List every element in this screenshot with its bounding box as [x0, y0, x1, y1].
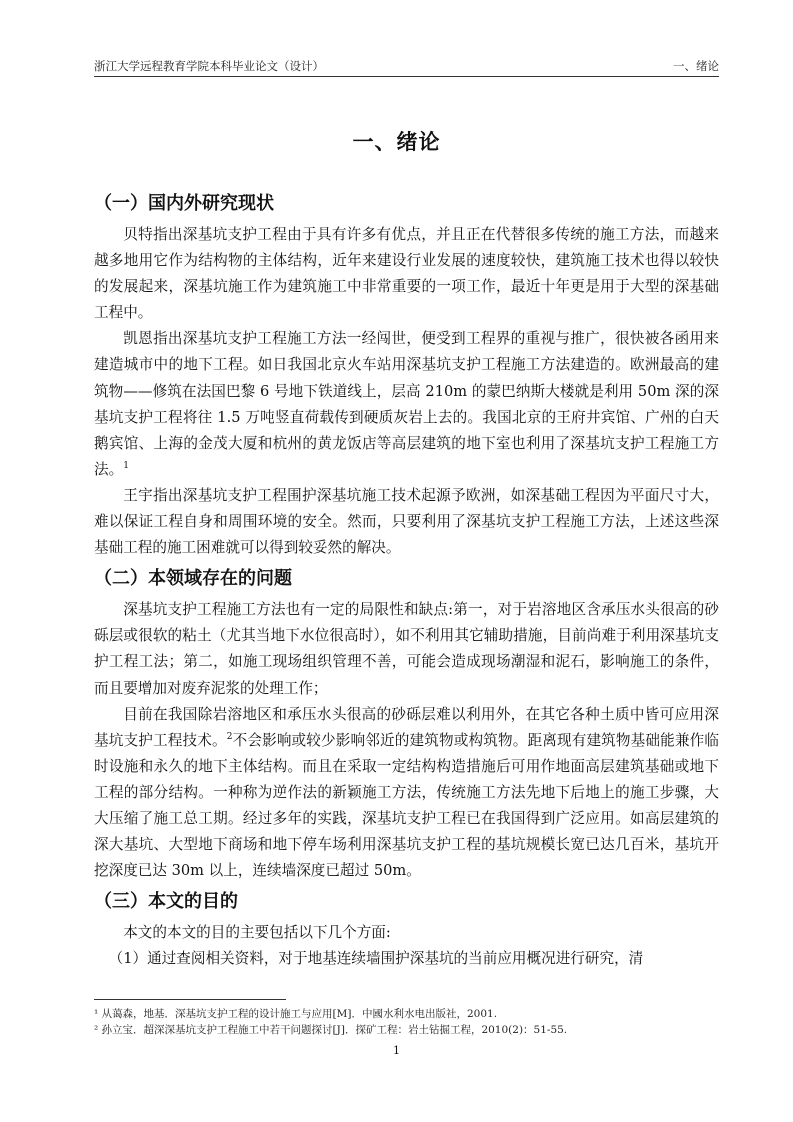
paragraph: 本文的本文的目的主要包括以下几个方面: [123, 924, 391, 942]
footnote-divider [94, 999, 286, 1000]
paragraph: 贝特指出深基坑支护工程由于具有许多有优点，并且正在代替很多传统的施工方法，而越来越多地用它作为结构物的主体结构，近年来建设行业发展的速度较快，建筑施工技术也得以较快的发展起来，深基坑施工作为建筑施工中非常重要的一项工作，最近十年更是用于大型的深基础工程中。 [94, 226, 719, 322]
footnotes [94, 1006, 719, 1038]
paragraph [94, 326, 719, 483]
footnote-2: ² 孙立宝．超深深基坑支护工程施工中若干问题探讨[J]．探矿工程：岩土钻掘工程，2010(2)：51-55. [94, 1024, 568, 1036]
paragraph-text: 目前在我国除岩溶地区和承压水头很高的砂砾层难以利用外，在其它各种土质中皆可应用深基坑支护工程技术。 [94, 705, 719, 749]
header-thesis-title: 浙江大学远程教育学院本科毕业论文（设计） [94, 59, 324, 73]
page-header [94, 54, 719, 77]
paragraph: 王宇指出深基坑支护工程围护深基坑施工技术起源予欧洲，如深基础工程因为平面尺寸大，难以保证工程自身和周围环境的安全。然而，只要利用了深基坑支护工程施工方法，上述这些深基础工程的施工困难就可以得到较妥然的解决。 [94, 486, 719, 557]
paragraph-text: 凯恩指出深基坑支护工程施工方法一经闯世，便受到工程界的重视与推广，很快被各函用来建造城市中的地下工程。如日我国北京火车站用深基坑支护工程施工方法建造的。欧洲最高的建筑物——修筑在法国巴黎 6 号地下铁道线上，层高 210m 的蒙巴纳斯大楼就是利用 50m 深的深基坑支护工程将往 1.5 万吨竖直荷载传到硬质灰岩上去的。我国北京的王府井宾馆、广州的白天鹅宾馆、上海的金茂大厦和杭州的黄龙饭店等高层建筑的地下室也利用了深基坑支护工程施工方法。 [94, 330, 719, 478]
list-item: （1）通过查阅相关资料，对于地基连续墙围护深基坑的当前应用概况进行研究，清 [108, 950, 644, 968]
chapter-title: 一、绪论 [352, 129, 441, 154]
paragraph-text: 不会影响或较少影响邻近的建筑物或构筑物。距离现有建筑物基础能兼作临时设施和永久的地下主体结构。而且在采取一定结构构造措施后可用作地面高层建筑基础或地下工程的部分结构。一种称为逆作法的新颖施工方法，传统施工方法先地下后地上的施工步骤，大大压缩了施工总工期。经过多年的实践，深基坑支护工程已在我国得到广泛应用。如高层建筑的深大基坑、大型地下商场和地下停车场利用深基坑支护工程的基坑规模长宽已达几百米，基坑开挖深度已达 30m 以上，连续墙深度已超过 50m。 [94, 731, 719, 880]
paragraph [94, 702, 719, 885]
document-body [94, 186, 719, 972]
section-heading-1: （一）国内外研究现状 [94, 193, 274, 214]
header-chapter-name: 一、绪论 [673, 59, 719, 73]
paragraph: 深基坑支护工程施工方法也有一定的局限性和缺点:第一，对于岩溶地区含承压水头很高的砂砾层或很软的粘土（尤其当地下水位很高时），如不利用其它辅助措施，目前尚难于利用深基坑支护工程工法；第二，如施工现场组织管理不善，可能会造成现场潮湿和泥石，影响施工的条件，而且要增加对废弃泥浆的处理工作； [94, 601, 719, 697]
page-number: 1 [393, 1044, 400, 1057]
footnote-marker: 2 [226, 731, 233, 742]
section-heading-2: （二）本领域存在的问题 [94, 568, 292, 590]
footnote-marker: 1 [123, 460, 129, 471]
section-heading-3: （三）本文的目的 [94, 891, 238, 913]
footnote-1: ¹ 从蔼森，地基．深基坑支护工程的设计施工与应用[M]．中國水利水电出版社，2001. [94, 1008, 498, 1020]
